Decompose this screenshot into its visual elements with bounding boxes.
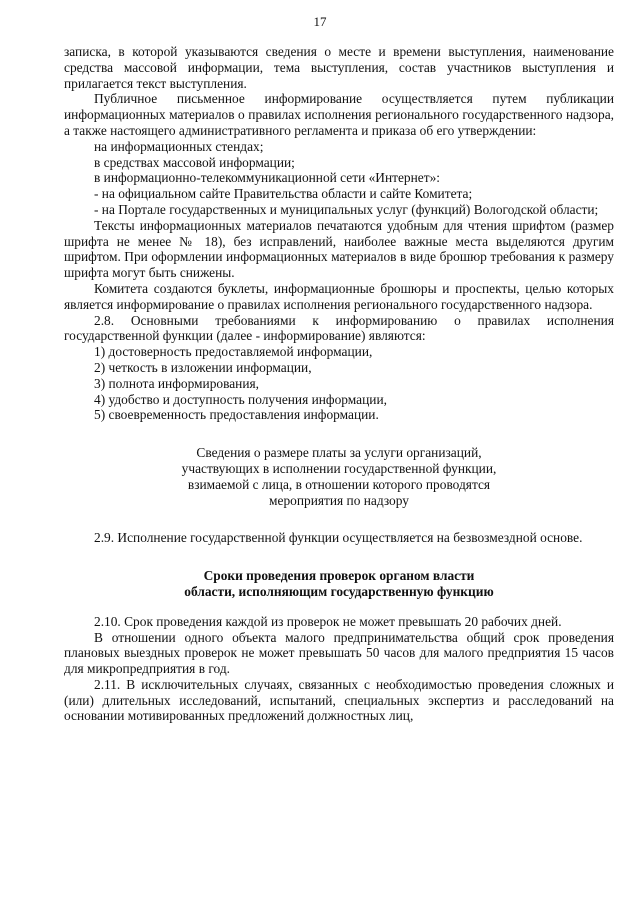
centered-heading-line: Сведения о размере платы за услуги организаций, [196,445,482,461]
list-item: 3) полнота информирования, [94,375,260,391]
paragraph: - на Портале государственных и муниципальных услуг (функций) Вологодской области; [94,201,599,217]
list-item: 5) своевременность предоставления информации. [94,407,379,423]
spacer [64,600,614,614]
spacer [64,423,614,445]
list-item: 4) удобство и доступность получения информации, [94,391,387,407]
paragraph: 2.9. Исполнение государственной функции осуществляется на безвозмездной основе. [94,530,583,546]
section-heading-line: области, исполняющим государственную функцию [184,583,494,599]
paragraph: Тексты информационных материалов печатаются удобным для чтения шрифтом (размер шрифта не менее № 18), без исправлений, наиболее важные места выделяются другим шрифтом. При оформлении информационных материалов в виде брошюр требования к размеру шрифта могут быть снижены. [64,217,614,281]
centered-heading-line: мероприятия по надзору [269,492,409,508]
paragraph: 2.11. В исключительных случаях, связанных с необходимостью проведения сложных и (или) длительных исследований, испытаний, специальных экспертиз и расследований на основании мотивированных предложений должностных лиц, [64,676,614,724]
centered-heading-line: участвующих в исполнении государственной функции, [181,460,497,476]
document-body [64,44,614,724]
list-item: 1) достоверность предоставляемой информации, [94,344,373,360]
paragraph: 2.8. Основными требованиями к информированию о правилах исполнения государственной функции (далее - информирование) являются: [64,312,614,344]
spacer [64,508,614,530]
centered-heading-line: взимаемой с лица, в отношении которого проводятся [187,476,491,492]
spacer [64,546,614,568]
list-item: - на официальном сайте Правительства области и сайте Комитета; [94,186,473,202]
paragraph: записка, в которой указываются сведения о месте и времени выступления, наименование средства массовой информации, тема выступления, состав участников выступления и прилагается текст выступления. [64,44,614,91]
paragraph: Публичное письменное информирование осуществляется путем публикации информационных материалов о правилах исполнения регионального государственного надзора, а также настоящего административного регламента и приказа об его утверждении: [64,91,614,138]
list-item: в информационно-телекоммуникационной сети «Интернет»: [94,170,440,186]
paragraph: Комитета создаются буклеты, информационные брошюры и проспекты, целью которых является информирование о правилах исполнения регионального государственного надзора. [64,280,614,312]
page-number: 17 [313,14,327,29]
list-item: в средствах массовой информации; [94,154,295,170]
list-item: 2) четкость в изложении информации, [94,359,312,375]
paragraph: 2.10. Срок проведения каждой из проверок не может превышать 20 рабочих дней. [94,613,562,629]
list-item: на информационных стендах; [94,138,264,154]
paragraph: В отношении одного объекта малого предпринимательства общий срок проведения плановых выездных проверок не может превышать 50 часов для малого предприятия 15 часов для микропредприятия в год. [64,629,614,677]
section-heading-line: Сроки проведения проверок органом власти [203,568,475,584]
